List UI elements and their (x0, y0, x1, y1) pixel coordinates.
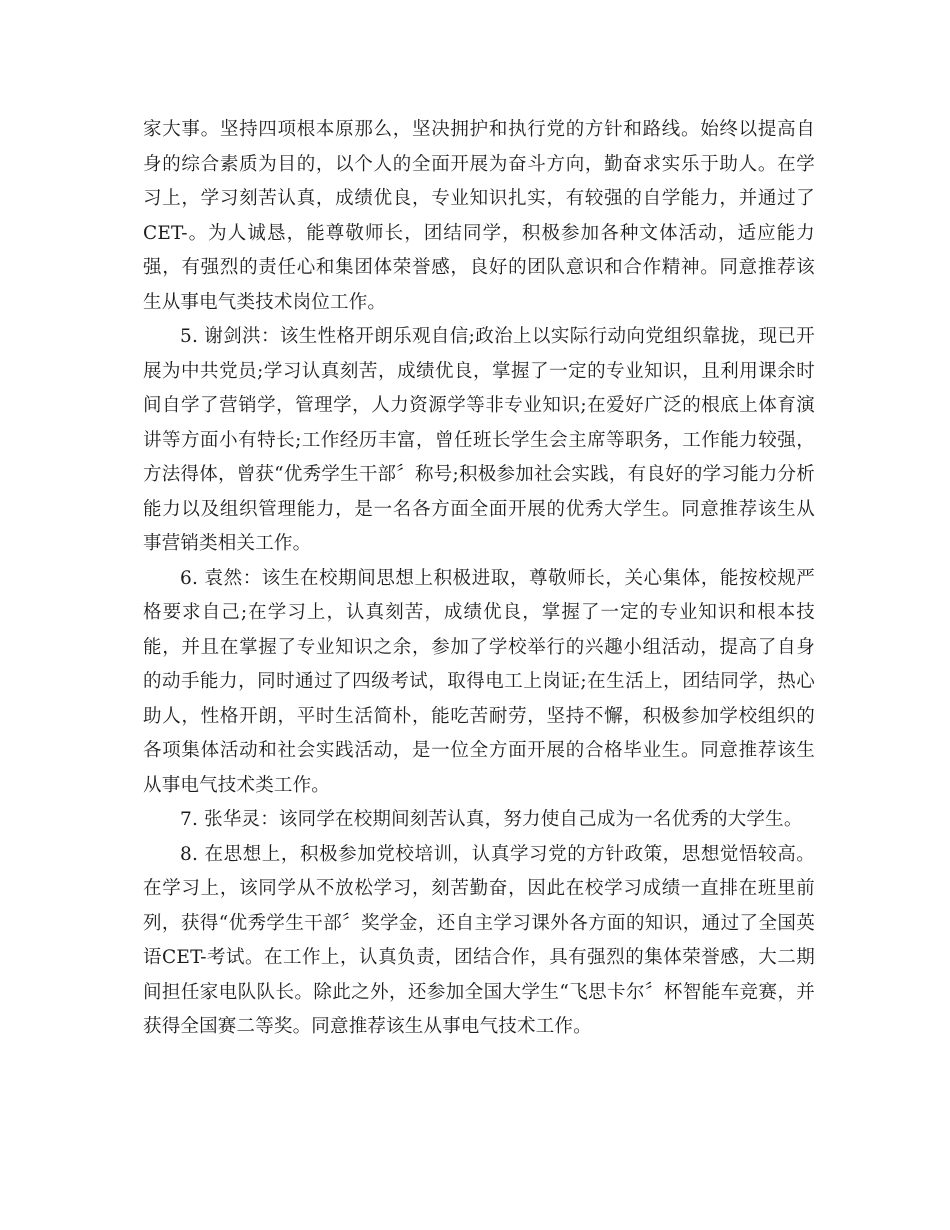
paragraph-item-7: 7. 张华灵：该同学在校期间刻苦认真，努力使自己成为一名优秀的大学生。 (180, 809, 803, 830)
paragraph-item-8: 8. 在思想上，积极参加党校培训，认真学习党的方针政策，思想觉悟较高。在学习上，该同学从不放松学习，刻苦勤奋，因此在校学习成绩一直排在班里前列，获得“优秀学生干部〞奖学金，还自主学习课外各方面的知识，通过了全国英语CET-考试。在工作上，认真负责，团结合作，具有强烈的集体荣誉感，大二期间担任家电队队长。除此之外，还参加全国大学生“飞思卡尔〞杯智能车竞赛，并获得全国赛二等奖。同意推荐该生从事电气技术工作。 (143, 843, 815, 1037)
paragraph-item-6: 6. 袁然：该生在校期间思想上积极进取，尊敬师长，关心集体，能按校规严格要求自己;在学习上，认真刻苦，成绩优良，掌握了一定的专业知识和根本技能，并且在掌握了专业知识之余，参加了学校举行的兴趣小组活动，提高了自身的动手能力，同时通过了四级考试，取得电工上岗证;在生活上，团结同学，热心助人，性格开朗，平时生活简朴，能吃苦耐劳，坚持不懈，积极参加学校组织的各项集体活动和社会实践活动，是一位全方面开展的合格毕业生。同意推荐该生从事电气技术类工作。 (143, 567, 815, 796)
paragraph-continuation: 家大事。坚持四项根本原那么，坚决拥护和执行党的方针和路线。始终以提高自身的综合素质为目的，以个人的全面开展为奋斗方向，勤奋求实乐于助人。在学习上，学习刻苦认真，成绩优良，专业知识扎实，有较强的自学能力，并通过了CET-。为人诚恳，能尊敬师长，团结同学，积极参加各种文体活动，适应能力强，有强烈的责任心和集团体荣誉感，良好的团队意识和合作精神。同意推荐该生从事电气类技术岗位工作。 (143, 119, 815, 313)
document-body (143, 113, 815, 1045)
paragraph-item-5: 5. 谢剑洪：该生性格开朗乐观自信;政治上以实际行动向党组织靠拢，现已开展为中共党员;学习认真刻苦，成绩优良，掌握了一定的专业知识，且利用课余时间自学了营销学，管理学，人力资源学等非专业知识;在爱好广泛的根底上体育演讲等方面小有特长;工作经历丰富，曾任班长学生会主席等职务，工作能力较强，方法得体，曾获“优秀学生干部〞称号;积极参加社会实践，有良好的学习能力分析能力以及组织管理能力，是一名各方面全面开展的优秀大学生。同意推荐该生从事营销类相关工作。 (143, 326, 815, 554)
